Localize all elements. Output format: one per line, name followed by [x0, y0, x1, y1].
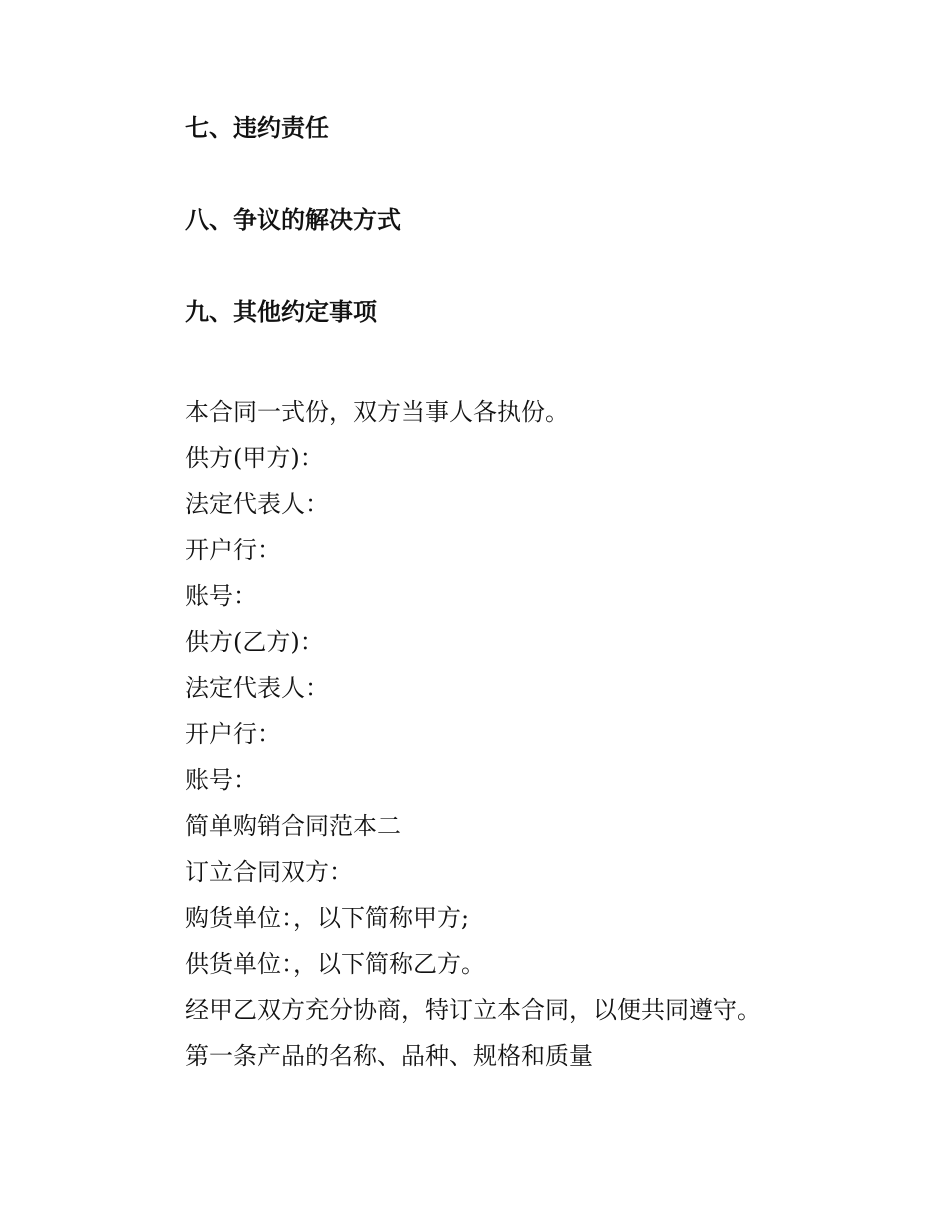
section-heading-other-matters: 九、其他约定事项 [185, 297, 377, 326]
text-line-legal-rep-a: 法定代表人： [185, 490, 329, 518]
text-line-legal-rep-b: 法定代表人： [185, 674, 329, 702]
text-line-bank-a: 开户行： [185, 536, 281, 564]
text-line-supplier: 供货单位：，以下简称乙方。 [185, 950, 485, 978]
text-line-copies: 本合同一式份，双方当事人各执份。 [185, 398, 569, 426]
text-line-party-b: 供方(乙方)： [185, 628, 324, 656]
text-line-buyer: 购货单位：，以下简称甲方; [185, 904, 470, 932]
text-line-account-b: 账号： [185, 766, 257, 794]
text-line-account-a: 账号： [185, 582, 257, 610]
text-line-contracting-parties: 订立合同双方： [185, 858, 353, 886]
section-heading-dispute-resolution: 八、争议的解决方式 [185, 205, 401, 234]
text-line-template-title: 简单购销合同范本二 [185, 812, 401, 840]
text-line-party-a: 供方(甲方)： [185, 444, 324, 472]
contract-body-text [185, 389, 761, 1079]
section-heading-breach-liability: 七、违约责任 [185, 113, 329, 142]
text-line-agreement: 经甲乙双方充分协商，特订立本合同，以便共同遵守。 [185, 996, 761, 1024]
text-line-bank-b: 开户行： [185, 720, 281, 748]
text-line-article-one: 第一条产品的名称、品种、规格和质量 [185, 1042, 593, 1070]
